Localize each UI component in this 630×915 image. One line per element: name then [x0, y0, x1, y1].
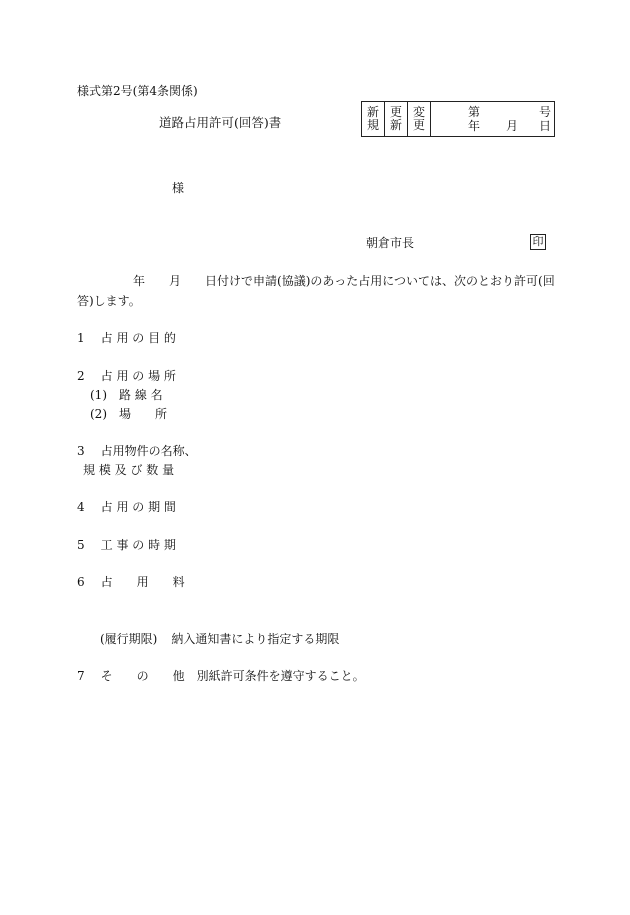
item-period: 4 占 用 の 期 間	[77, 500, 176, 514]
item-purpose: 1 占 用 の 目 的	[77, 331, 176, 345]
new-cell: 新 規	[362, 102, 385, 137]
item-objects-line-2: 規 模 及 び 数 量	[83, 463, 175, 477]
intro-line-1: 年 月 日付けで申請(協議)のあった占用については、次のとおり許可(回	[133, 274, 555, 288]
permit-number-box	[361, 101, 555, 137]
payment-deadline: (履行期限) 納入通知書により指定する期限	[100, 632, 340, 646]
item-other: 7 そ の 他 別紙許可条件を遵守すること。	[77, 669, 365, 683]
seal-mark: 印	[530, 234, 546, 250]
item-fee: 6 占 用 料	[77, 575, 185, 589]
number-date-cell	[431, 102, 555, 137]
date-day: 日	[539, 119, 552, 133]
number-prefix: 第	[468, 105, 481, 119]
number-suffix: 号	[539, 105, 552, 119]
date-year: 年	[468, 119, 481, 133]
renew-cell: 更 新	[385, 102, 408, 137]
form-number: 様式第2号(第4条関係)	[77, 84, 198, 98]
item-construction: 5 工 事 の 時 期	[77, 538, 176, 552]
addressee-honorific: 様	[172, 181, 185, 195]
date-month: 月	[506, 119, 519, 133]
item-objects: 3 占用物件の名称、	[77, 444, 197, 458]
issuer-name: 朝倉市長	[366, 236, 415, 250]
item-location: 2 占 用 の 場 所	[77, 369, 176, 383]
intro-line-2: 答)します。	[77, 294, 141, 308]
change-cell: 変 更	[408, 102, 431, 137]
item-location-place: (2) 場 所	[90, 407, 167, 421]
item-location-route: (1) 路 線 名	[90, 388, 163, 402]
document-title: 道路占用許可(回答)書	[159, 115, 282, 130]
